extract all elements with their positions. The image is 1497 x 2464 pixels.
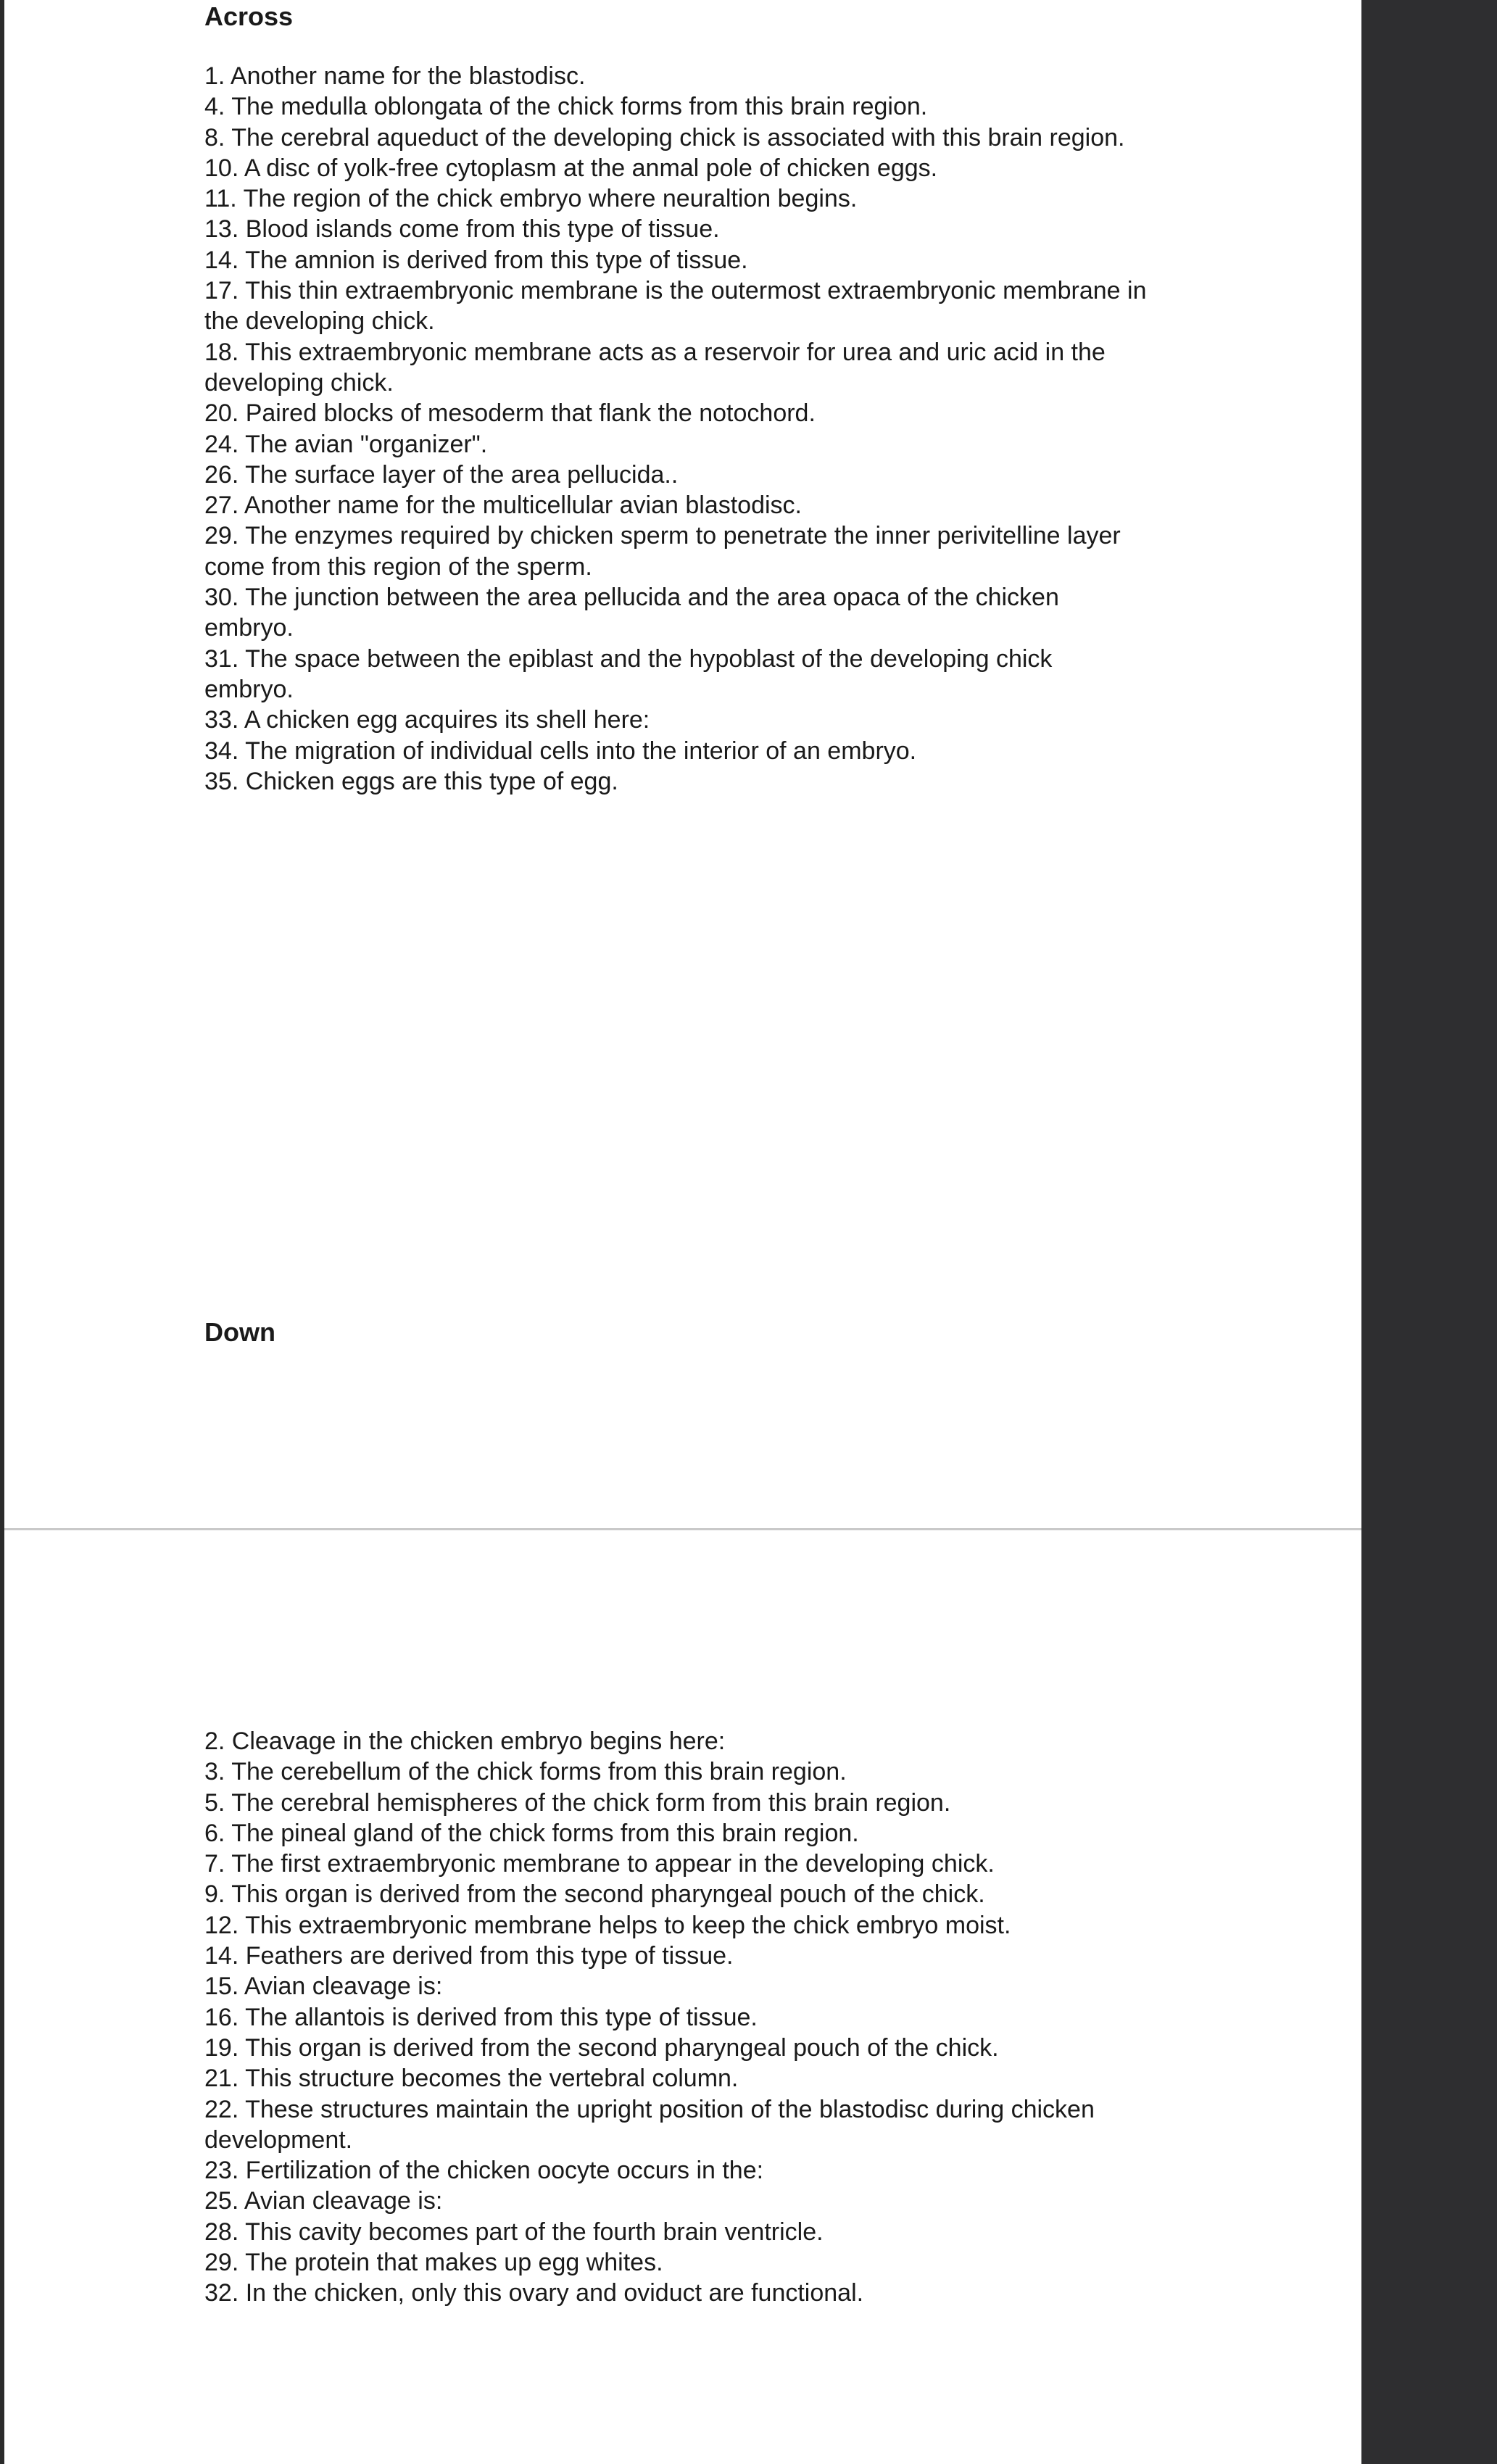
down-clue: 3. The cerebellum of the chick forms from this brain region. — [204, 1758, 847, 1786]
down-clue-list — [204, 1726, 1147, 2309]
across-clue: 33. A chicken egg acquires its shell here: — [204, 706, 650, 734]
across-clue: 4. The medulla oblongata of the chick forms from this brain region. — [204, 93, 928, 121]
down-clue: 9. This organ is derived from the second pharyngeal pouch of the chick. — [204, 1880, 985, 1909]
down-clue: 5. The cerebral hemispheres of the chick form from this brain region. — [204, 1788, 951, 1817]
across-clue: 35. Chicken eggs are this type of egg. — [204, 767, 618, 795]
across-heading: Across — [204, 1, 294, 31]
down-clue: 21. This structure becomes the vertebral column. — [204, 2065, 739, 2093]
down-clue: 2. Cleavage in the chicken embryo begins here: — [204, 1727, 726, 1755]
across-clue: 26. The surface layer of the area pellucida.. — [204, 460, 679, 489]
across-clue: 1. Another name for the blastodisc. — [204, 62, 586, 90]
across-clue: 13. Blood islands come from this type of tissue. — [204, 215, 720, 244]
down-clue: 22. These structures maintain the upright position of the blastodisc during chicken development. — [204, 2095, 1095, 2154]
down-clue: 16. The allantois is derived from this type of tissue. — [204, 2003, 758, 2031]
across-clue: 8. The cerebral aqueduct of the developing chick is associated with this brain region. — [204, 123, 1125, 152]
down-clue: 12. This extraembryonic membrane helps to keep the chick embryo moist. — [204, 1911, 1011, 1939]
down-clue: 29. The protein that makes up egg whites. — [204, 2249, 663, 2277]
down-clue: 6. The pineal gland of the chick forms from this brain region. — [204, 1819, 859, 1847]
across-clue-list — [204, 61, 1147, 797]
down-clue: 14. Feathers are derived from this type of tissue. — [204, 1942, 734, 1970]
down-clue: 19. This organ is derived from the second pharyngeal pouch of the chick. — [204, 2033, 999, 2062]
down-clue: 25. Avian cleavage is: — [204, 2187, 443, 2215]
across-clue: 10. A disc of yolk-free cytoplasm at the anmal pole of chicken eggs. — [204, 154, 938, 182]
down-clue: 15. Avian cleavage is: — [204, 1973, 443, 2001]
across-clue: 18. This extraembryonic membrane acts as a reservoir for urea and uric acid in the developing chick. — [204, 338, 1106, 397]
down-clue: 7. The first extraembryonic membrane to appear in the developing chick. — [204, 1850, 995, 1878]
down-heading: Down — [204, 1317, 275, 1347]
across-clue: 24. The avian "organizer". — [204, 430, 488, 458]
down-clue: 32. In the chicken, only this ovary and oviduct are functional. — [204, 2279, 864, 2307]
across-clue: 11. The region of the chick embryo where neuraltion begins. — [204, 185, 858, 213]
across-clue: 29. The enzymes required by chicken sperm to penetrate the inner perivitelline layer come from this region of the sperm. — [204, 522, 1121, 581]
across-clue: 34. The migration of individual cells into the interior of an embryo. — [204, 737, 917, 765]
across-clue: 20. Paired blocks of mesoderm that flank the notochord. — [204, 399, 816, 428]
down-clue: 28. This cavity becomes part of the fourth brain ventricle. — [204, 2218, 824, 2246]
across-clue: 27. Another name for the multicellular avian blastodisc. — [204, 491, 803, 520]
across-clue: 31. The space between the epiblast and the hypoblast of the developing chick embryo. — [204, 644, 1053, 703]
right-side-panel — [1361, 0, 1497, 2464]
across-clue: 17. This thin extraembryonic membrane is the outermost extraembryonic membrane in the developing chick. — [204, 277, 1147, 336]
across-clue: 30. The junction between the area pellucida and the area opaca of the chicken embryo. — [204, 584, 1059, 642]
down-clue: 23. Fertilization of the chicken oocyte occurs in the: — [204, 2157, 764, 2185]
across-clue: 14. The amnion is derived from this type of tissue. — [204, 246, 748, 274]
page-break-divider — [4, 1528, 1361, 1530]
